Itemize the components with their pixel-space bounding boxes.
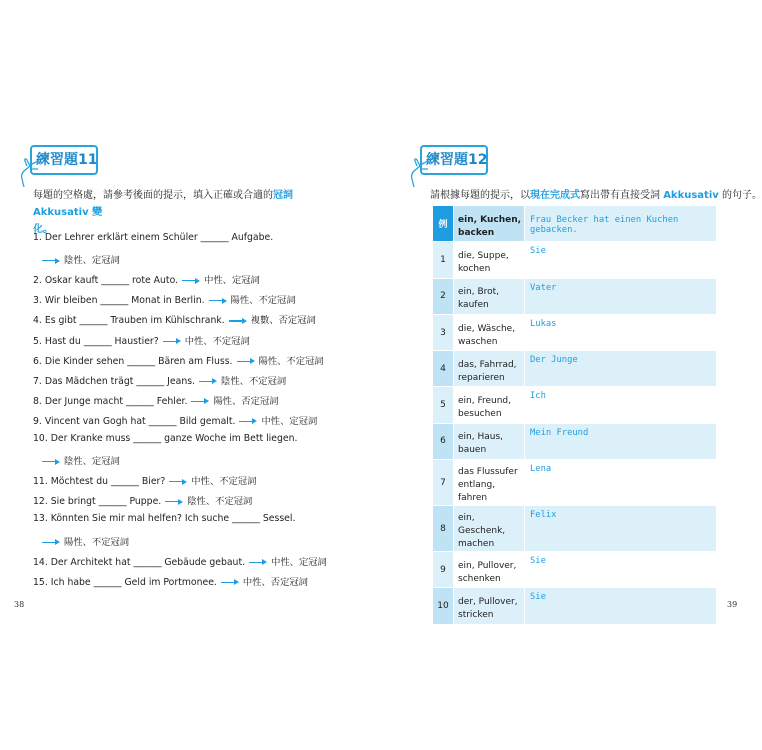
exercise-sentence: 9. Vincent van Gogh hat ______ Bild gemalt. [33, 415, 236, 427]
row-number: 4 [433, 351, 454, 387]
exercise-hint: 陽性、不定冠詞 [230, 295, 296, 307]
arrow-right-icon [42, 258, 60, 264]
page-number-right: 39 [727, 600, 738, 609]
row-answer-start: Felix [525, 506, 717, 552]
row-prompt: ein, Kuchen, backen [454, 206, 525, 242]
exercise-hint: 中性、定冠詞 [261, 415, 318, 427]
arrow-right-icon [221, 579, 239, 585]
row-number: 8 [433, 506, 454, 552]
exercise-item [33, 413, 317, 427]
exercise-item [33, 353, 324, 367]
exercise-sentence: 1. Der Lehrer erklärt einem Schüler ______ Aufgabe. [33, 232, 274, 243]
exercise-item [33, 312, 316, 326]
row-answer-start: Lukas [525, 314, 717, 350]
exercise-item [33, 232, 273, 243]
left-page [0, 0, 375, 750]
row-answer-start: Vater [525, 278, 717, 314]
row-prompt: der, Pullover, stricken [454, 588, 525, 624]
exercise-hint: 陰性、不定冠詞 [221, 375, 287, 387]
exercise-sentence: 10. Der Kranke muss ______ ganze Woche im Bett liegen. [33, 433, 298, 444]
row-answer-start: Mein Freund [525, 423, 717, 459]
exercise-11-title: 練習題11 [36, 152, 98, 168]
exercise-item [33, 272, 260, 286]
exercise-item [33, 433, 297, 444]
row-number: 5 [433, 387, 454, 423]
exercise-hint: 陽性、不定冠詞 [64, 536, 130, 548]
table-row [433, 552, 717, 588]
exercise-12-instruction: 請根據每題的提示，以現在完成式寫出帶有直接受詞 Akkusativ 的句子。 [430, 190, 762, 201]
exercise-item [33, 473, 256, 487]
example-row [433, 206, 717, 242]
arrow-right-icon [191, 398, 209, 404]
exercise-12-table [432, 205, 717, 625]
exercise-sentence: 2. Oskar kauft ______ rote Auto. [33, 275, 179, 287]
exercise-item [33, 493, 252, 507]
exercise-hint: 陽性、不定冠詞 [258, 355, 324, 367]
table-row [433, 588, 717, 624]
exercise-hint: 複數、否定冠詞 [250, 315, 316, 327]
table-row [433, 387, 717, 423]
exercise-hint: 陰性、定冠詞 [64, 456, 120, 468]
table-row [433, 278, 717, 314]
row-prompt: ein, Geschenk, machen [454, 506, 525, 552]
exercise-hint: 陽性、否定冠詞 [213, 395, 279, 407]
exercise-item [33, 554, 327, 568]
arrow-right-icon [182, 278, 200, 284]
exercise-item [33, 333, 250, 347]
row-number: 2 [433, 278, 454, 314]
row-number: 10 [433, 588, 454, 624]
exercise-sentence: 13. Könnten Sie mir mal helfen? Ich suche ______ Sessel. [33, 513, 296, 525]
exercise-item [33, 373, 286, 387]
exercise-hint: 陰性、定冠詞 [64, 255, 120, 267]
row-prompt: ein, Pullover, schenken [454, 552, 525, 588]
exercise-hint: 中性、定冠詞 [271, 556, 327, 568]
exercise-12-title: 練習題12 [426, 152, 488, 168]
exercise-sentence: 14. Der Architekt hat ______ Gebäude gebaut. [33, 556, 246, 568]
row-prompt: ein, Freund, besuchen [454, 387, 525, 423]
row-prompt: das, Fahrrad, reparieren [454, 351, 525, 387]
exercise-hint: 中性、定冠詞 [204, 275, 260, 287]
row-number: 1 [433, 242, 454, 278]
row-prompt: die, Suppe, kochen [454, 242, 525, 278]
exercise-sentence: 8. Der Junge macht ______ Fehler. [33, 395, 188, 407]
row-number: 9 [433, 552, 454, 588]
arrow-right-icon [42, 459, 60, 465]
row-answer-start: Lena [525, 460, 717, 506]
row-answer-start: Frau Becker hat einen Kuchen gebacken. [525, 206, 717, 242]
row-prompt: ein, Haus, bauen [454, 423, 525, 459]
exercise-sentence: 6. Die Kinder sehen ______ Bären am Fluss. [33, 355, 233, 367]
row-answer-start: Sie [525, 588, 717, 624]
arrow-right-icon [209, 298, 227, 304]
arrow-right-icon [163, 338, 181, 344]
exercise-item [33, 574, 308, 588]
exercise-hint-line [38, 453, 120, 467]
row-number: 7 [433, 460, 454, 506]
row-number: 3 [433, 314, 454, 350]
exercise-11-instruction: 每題的空格處，請參考後面的提示，填入正確或合適的冠詞 Akkusativ 變 化。 [33, 190, 293, 235]
page-number-left: 38 [14, 600, 25, 609]
arrow-right-icon [42, 539, 60, 545]
arrow-right-icon [199, 378, 217, 384]
row-prompt: ein, Brot, kaufen [454, 278, 525, 314]
row-answer-start: Sie [525, 552, 717, 588]
row-answer-start: Sie [525, 242, 717, 278]
table-row [433, 506, 717, 552]
table-row [433, 242, 717, 278]
exercise-hint: 中性、不定冠詞 [191, 476, 257, 488]
arrow-right-icon [169, 479, 187, 485]
exercise-item [33, 513, 295, 524]
exercise-hint-line [38, 252, 120, 266]
exercise-sentence: 12. Sie bringt ______ Puppe. [33, 496, 162, 508]
exercise-sentence: 3. Wir bleiben ______ Monat in Berlin. [33, 295, 205, 307]
exercise-item [33, 393, 279, 407]
exercise-hint: 中性、不定冠詞 [184, 335, 250, 347]
arrow-right-icon [229, 318, 247, 324]
exercise-hint: 中性、否定冠詞 [242, 576, 308, 588]
table-row [433, 351, 717, 387]
row-answer-start: Ich [525, 387, 717, 423]
row-prompt: die, Wäsche, waschen [454, 314, 525, 350]
exercise-sentence: 4. Es gibt ______ Trauben im Kühlschrank. [33, 315, 225, 327]
arrow-right-icon [237, 358, 255, 364]
table-row [433, 460, 717, 506]
hand-pointing-icon [408, 157, 434, 191]
exercise-sentence: 5. Hast du ______ Haustier? [33, 335, 159, 347]
table-row [433, 423, 717, 459]
exercise-hint: 陰性、不定冠詞 [187, 496, 253, 508]
exercise-sentence: 7. Das Mädchen trägt ______ Jeans. [33, 375, 196, 387]
row-prompt: das Flussufer entlang, fahren [454, 460, 525, 506]
row-number: 例 [433, 206, 454, 242]
exercise-item [33, 292, 296, 306]
exercise-sentence: 15. Ich habe ______ Geld im Portmonee. [33, 576, 217, 588]
exercise-sentence: 11. Möchtest du ______ Bier? [33, 476, 166, 488]
table-row [433, 314, 717, 350]
arrow-right-icon [239, 418, 257, 424]
row-number: 6 [433, 423, 454, 459]
hand-pointing-icon [18, 157, 44, 191]
row-answer-start: Der Junge [525, 351, 717, 387]
exercise-hint-line [38, 534, 129, 548]
arrow-right-icon [249, 559, 267, 565]
arrow-right-icon [165, 499, 183, 505]
